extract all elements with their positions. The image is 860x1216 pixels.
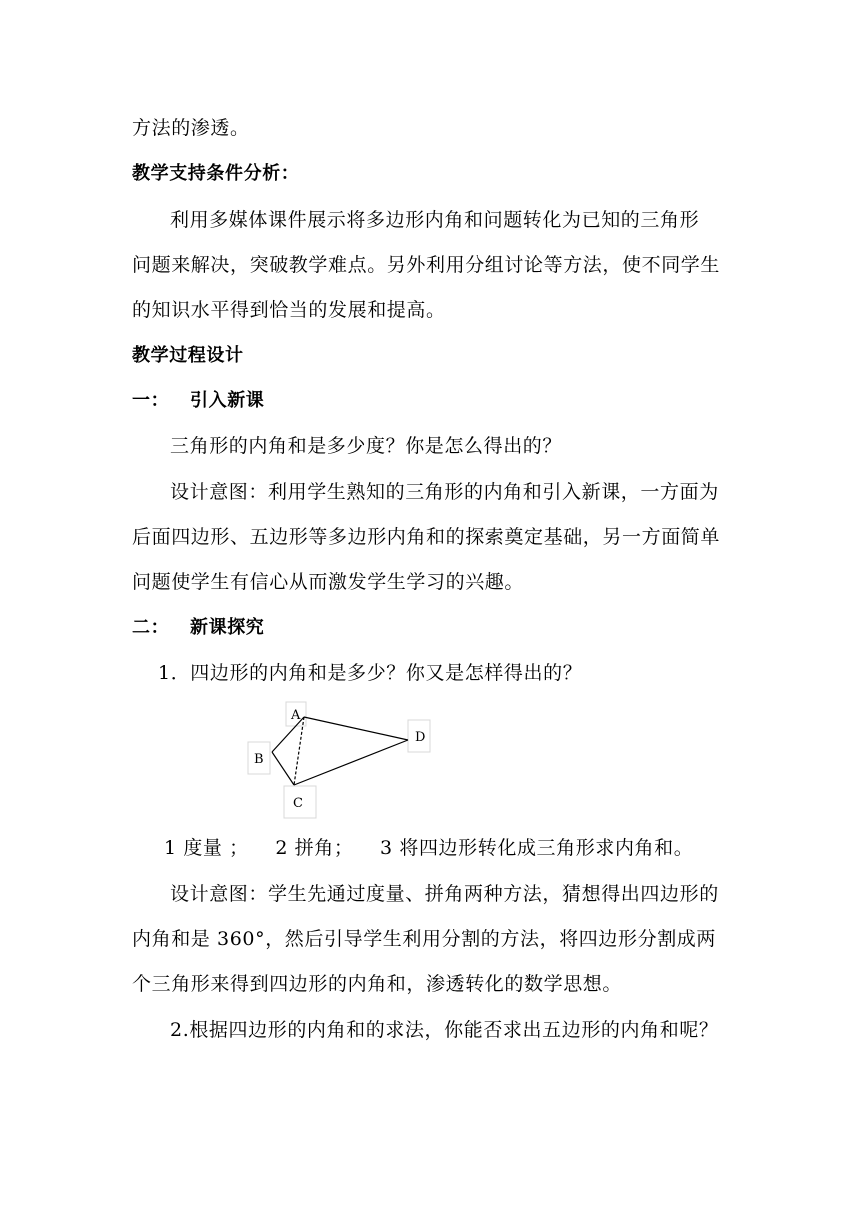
paragraph-line: 个三角形来得到四边形的内角和，渗透转化的数学思想。 xyxy=(132,973,623,995)
paragraph-line: 内角和是 360°，然后引导学生利用分割的方法，将四边形分割成两 xyxy=(132,928,717,950)
section-number: 二： xyxy=(132,617,170,638)
paragraph-line: 问题使学生有信心从而激发学生学习的兴趣。 xyxy=(132,571,525,593)
vertex-label-c: C xyxy=(293,796,303,811)
section-title: 新课探究 xyxy=(190,617,265,638)
paragraph-line: 后面四边形、五边形等多边形内角和的探索奠定基础，另一方面简单 xyxy=(132,526,721,548)
text-line: 方法的渗透。 xyxy=(132,117,250,139)
edge-ad xyxy=(304,717,408,740)
question-line: 2.根据四边形的内角和的求法，你能否求出五边形的内角和呢？ xyxy=(170,1019,719,1041)
vertex-label-b: B xyxy=(254,752,264,767)
edge-cd xyxy=(294,740,408,785)
diagonal-ac xyxy=(294,717,304,785)
section-title: 引入新课 xyxy=(190,390,265,411)
question-line: 1．四边形的内角和是多少？你又是怎样得出的？ xyxy=(158,662,583,684)
paragraph-line: 三角形的内角和是多少度？你是怎么得出的？ xyxy=(170,435,563,457)
methods-line: 1 度量 ； 2 拼角； 3 将四边形转化成三角形求内角和。 xyxy=(164,837,694,859)
paragraph-line: 利用多媒体课件展示将多边形内角和问题转化为已知的三角形 xyxy=(170,209,700,231)
vertex-label-a: A xyxy=(291,708,301,723)
edge-bc xyxy=(272,752,294,785)
paragraph-line: 设计意图：利用学生熟知的三角形的内角和引入新课，一方面为 xyxy=(170,481,719,503)
paragraph-line: 的知识水平得到恰当的发展和提高。 xyxy=(132,299,446,321)
section-number: 一： xyxy=(132,390,170,411)
vertex-label-d: D xyxy=(415,730,426,745)
paragraph-line: 设计意图：学生先通过度量、拼角两种方法，猜想得出四边形的 xyxy=(170,883,719,905)
section-heading: 教学过程设计 xyxy=(132,345,244,366)
paragraph-line: 问题来解决，突破教学难点。另外利用分组讨论等方法，使不同学生 xyxy=(132,254,721,276)
section-heading: 教学支持条件分析： xyxy=(132,163,300,184)
quadrilateral-figure xyxy=(244,700,434,822)
